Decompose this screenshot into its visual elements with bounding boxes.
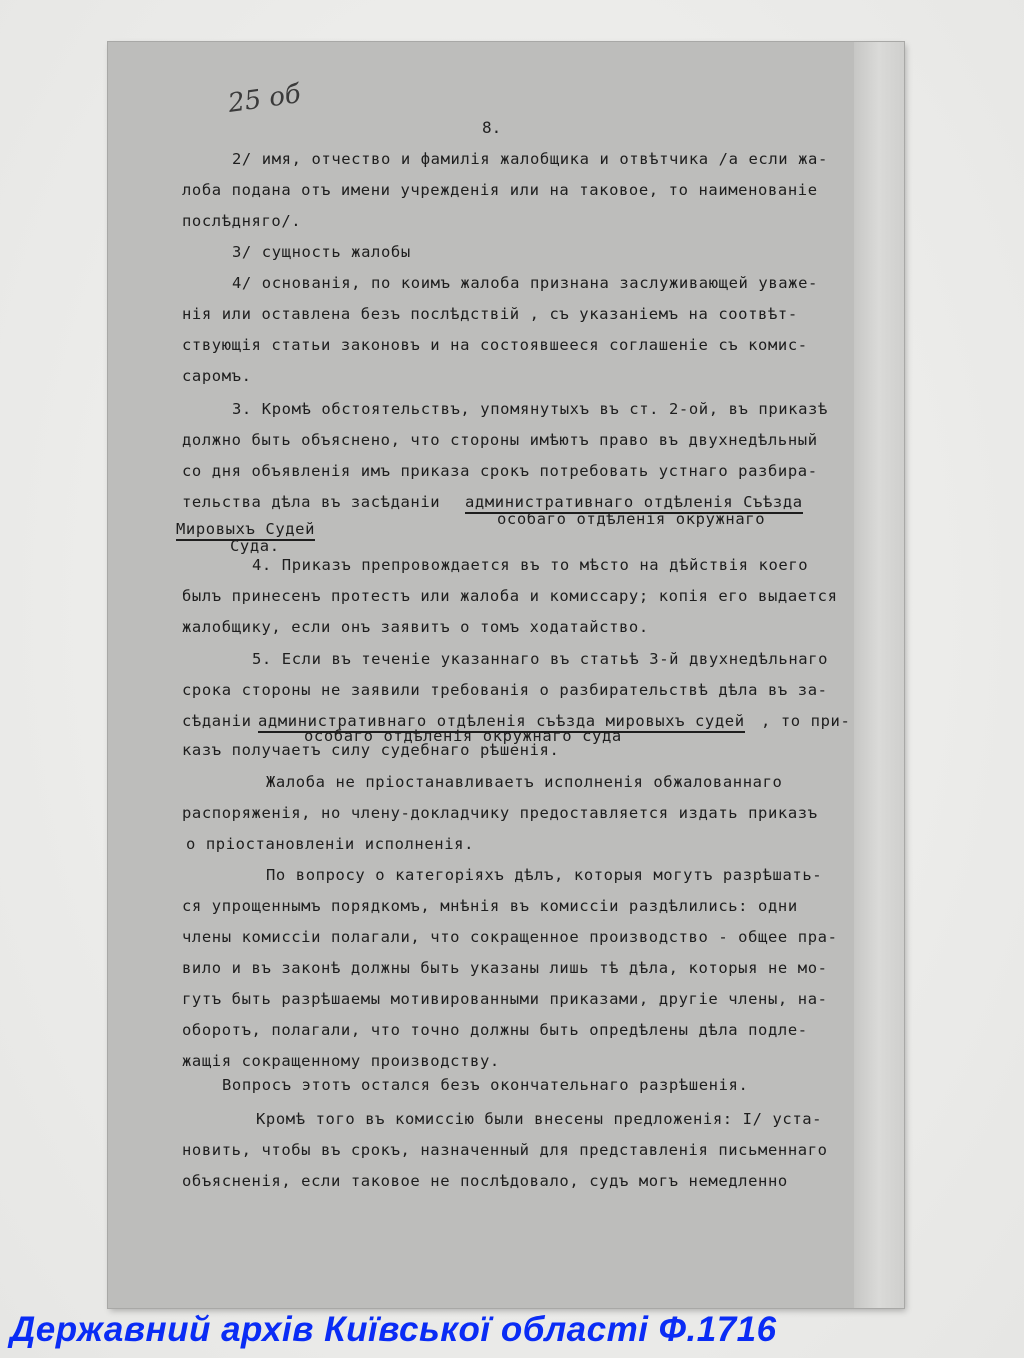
text-line: гутъ быть разрѣшаемы мотивированными приказами, другіе члены, на- [182, 990, 828, 1008]
text-line: саромъ. [182, 367, 252, 385]
text-line: 3. Кромѣ обстоятельствъ, упомянутыхъ въ ст. 2-ой, въ приказѣ [232, 400, 828, 418]
interlinear-text: Суда. [230, 537, 280, 555]
text-line: жалобщику, если онъ заявитъ о томъ ходатайство. [182, 618, 649, 636]
text-line: По вопросу о категоріяхъ дѣлъ, которыя могутъ разрѣшать- [266, 866, 823, 884]
handwritten-note: 25 об [226, 79, 303, 119]
text-line: 4. Приказъ препровождается въ то мѣсто на дѣйствія коего [252, 556, 809, 574]
underlined-text: административнаго отдѣленія Съѣзда [465, 493, 803, 514]
text-line: тельства дѣла въ засѣданіи [182, 493, 441, 511]
text-line: 4/ основанія, по коимъ жалоба признана заслуживающей уваже- [232, 274, 818, 292]
text-line: распоряженія, но члену-докладчику предоставляется издать приказъ [182, 804, 818, 822]
text-line: новить, чтобы въ срокъ, назначенный для представленія письменнаго [182, 1141, 828, 1159]
text-line: Кромѣ того въ комиссію были внесены предложенія: I/ уста- [256, 1110, 823, 1128]
text-line: о пріостановленіи исполненія. [186, 835, 475, 853]
text-line: оборотъ, полагали, что точно должны быть опредѣлены дѣла подле- [182, 1021, 808, 1039]
text-line: 3/ сущность жалобы [232, 243, 411, 261]
text-line: со дня объявленія имъ приказа срокъ потребовать устнаго разбира- [182, 462, 818, 480]
text-line: ствующія статьи законовъ и на состоявшееся соглашеніе съ комис- [182, 336, 808, 354]
text-line: члены комиссіи полагали, что сокращенное производство - общее пра- [182, 928, 838, 946]
archive-caption: Державний архів Київської області Ф.1716 [10, 1310, 777, 1349]
text-line: Вопросъ этотъ остался безъ окончательнаго разрѣшенія. [222, 1076, 749, 1094]
text-line: послѣдняго/. [182, 212, 302, 230]
text-line: , то при- [761, 712, 851, 730]
text-line: жащія сокращенному производству. [182, 1052, 500, 1070]
text-line: ся упрощеннымъ порядкомъ, мнѣнія въ комиссіи раздѣлились: одни [182, 897, 798, 915]
interlinear-text: особаго отдѣленія окружнаго суда [304, 727, 622, 745]
text-line: сѣданіи [182, 712, 252, 730]
text-line: объясненія, если таковое не послѣдовало, судъ могъ немедленно [182, 1172, 788, 1190]
interlinear-text: особаго отдѣленія окружнаго [497, 510, 766, 528]
text-line: нія или оставлена безъ послѣдствій , съ указаніемъ на соотвѣт- [182, 305, 798, 323]
text-line: вило и въ законѣ должны быть указаны лишь тѣ дѣла, которыя не мо- [182, 959, 828, 977]
text-line: Жалоба не пріостанавливаетъ исполненія обжалованнаго [266, 773, 783, 791]
text-line: казъ получаетъ силу судебнаго рѣшенія. [182, 741, 560, 759]
text-line: былъ принесенъ протестъ или жалоба и комиссару; копія его выдается [182, 587, 838, 605]
text-line: 2/ имя, отчество и фамилія жалобщика и отвѣтчика /а если жа- [232, 150, 828, 168]
underlined-text: Мировыхъ Судей [176, 520, 315, 541]
text-line: 5. Если въ теченіе указаннаго въ статьѣ 3-й двухнедѣльнаго [252, 650, 829, 668]
page-number: 8. [482, 118, 502, 137]
text-line: срока стороны не заявили требованія о разбирательствѣ дѣла въ за- [182, 681, 828, 699]
text-line: должно быть объяснено, что стороны имѣютъ право въ двухнедѣльный [182, 431, 818, 449]
text-line: лоба подана отъ имени учрежденія или на таковое, то наименованіе [182, 181, 818, 199]
underlined-text: административнаго отдѣленія съѣзда мировыхъ судей [258, 712, 745, 733]
